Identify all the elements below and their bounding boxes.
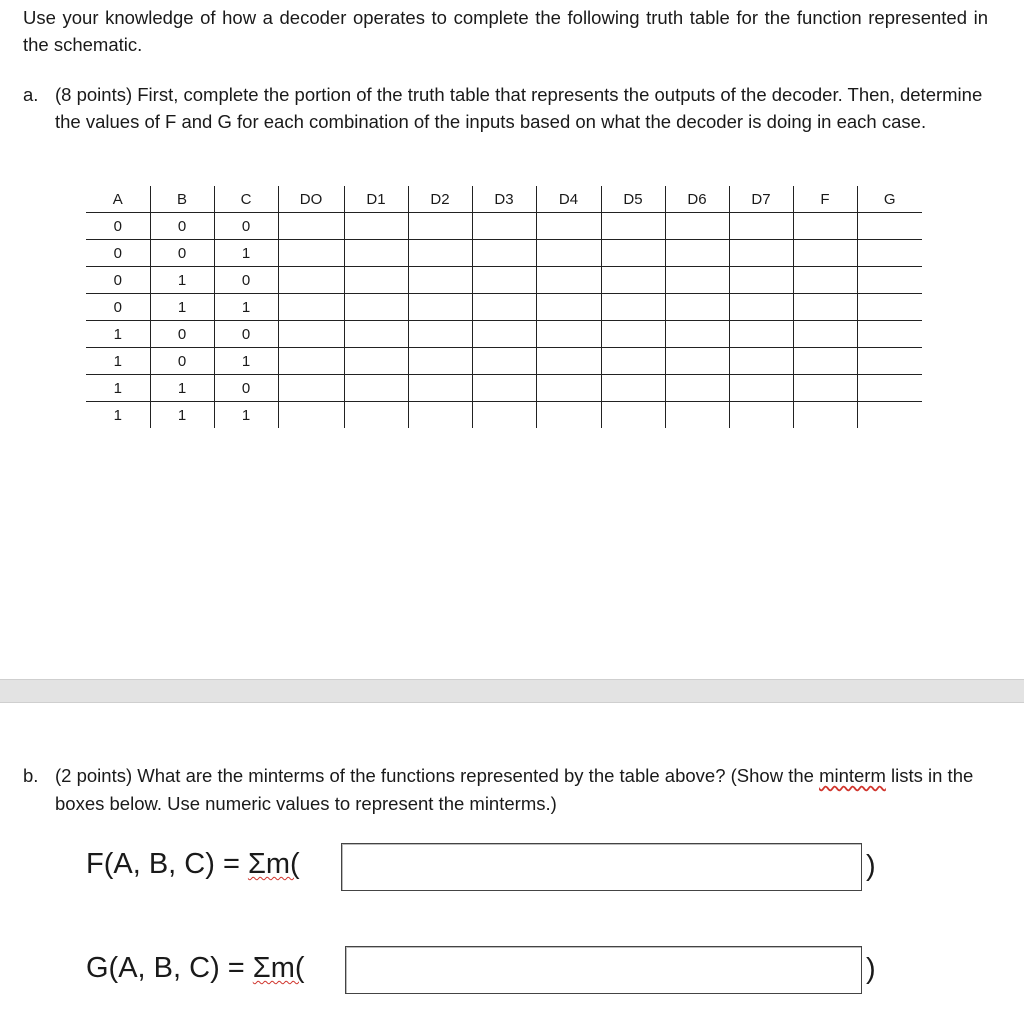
answer-cell-f[interactable] — [793, 294, 857, 321]
answer-cell-d4[interactable] — [536, 321, 601, 348]
answer-cell-f[interactable] — [793, 213, 857, 240]
answer-cell-g[interactable] — [857, 375, 922, 402]
answer-cell-g[interactable] — [857, 213, 922, 240]
input-cell-c: 1 — [214, 294, 278, 321]
answer-cell-d1[interactable] — [344, 348, 408, 375]
table-row — [86, 294, 922, 321]
answer-cell-d7[interactable] — [729, 240, 793, 267]
input-cell-a: 1 — [86, 321, 150, 348]
input-cell-c: 1 — [214, 348, 278, 375]
answer-cell-d2[interactable] — [408, 321, 472, 348]
answer-cell-d3[interactable] — [472, 402, 536, 429]
answer-cell-d3[interactable] — [472, 348, 536, 375]
column-header-g: G — [857, 186, 922, 213]
answer-cell-d5[interactable] — [601, 375, 665, 402]
answer-cell-do[interactable] — [278, 267, 344, 294]
answer-cell-d7[interactable] — [729, 267, 793, 294]
answer-cell-d3[interactable] — [472, 240, 536, 267]
question-b-text-end: lists in the boxes below. Use numeric values to represent the minterms.) — [55, 765, 974, 814]
truth-table-header-row — [86, 186, 922, 213]
answer-cell-g[interactable] — [857, 321, 922, 348]
f-equation-label — [86, 846, 300, 882]
column-header-f: F — [793, 186, 857, 213]
answer-cell-d2[interactable] — [408, 348, 472, 375]
answer-cell-d6[interactable] — [665, 402, 729, 429]
truth-table — [86, 186, 922, 428]
column-header-d4: D4 — [536, 186, 601, 213]
input-cell-a: 0 — [86, 294, 150, 321]
column-header-d7: D7 — [729, 186, 793, 213]
column-header-c: C — [214, 186, 278, 213]
answer-cell-f[interactable] — [793, 267, 857, 294]
answer-cell-d7[interactable] — [729, 213, 793, 240]
answer-cell-do[interactable] — [278, 294, 344, 321]
answer-cell-d7[interactable] — [729, 375, 793, 402]
answer-cell-d6[interactable] — [665, 348, 729, 375]
input-cell-a: 1 — [113, 406, 122, 424]
answer-cell-g[interactable] — [857, 348, 922, 375]
answer-cell-do[interactable] — [278, 213, 344, 240]
answer-cell-d1[interactable] — [344, 213, 408, 240]
answer-cell-d6[interactable] — [665, 213, 729, 240]
question-a-label: a. — [23, 84, 39, 105]
answer-cell-d5[interactable] — [601, 213, 665, 240]
g-minterm-input[interactable] — [345, 946, 862, 994]
answer-cell-d5[interactable] — [601, 294, 665, 321]
intro-text: Use your knowledge of how a decoder operates to complete the following truth table for the function represented in the schematic. — [23, 7, 988, 55]
answer-cell-d4[interactable] — [536, 375, 601, 402]
column-header-d5: D5 — [601, 186, 665, 213]
g-sigma-m: Σm( — [252, 952, 305, 984]
question-b-text-start: (2 points) What are the minterms of the functions represented by the table above? (Show the — [55, 765, 820, 786]
answer-cell-g[interactable] — [857, 240, 922, 267]
answer-cell-d5[interactable] — [601, 267, 665, 294]
f-function-prefix: F(A, B, C) = — [86, 848, 248, 880]
answer-cell-do[interactable] — [278, 402, 344, 429]
answer-cell-d1[interactable] — [344, 240, 408, 267]
answer-cell-f[interactable] — [793, 375, 857, 402]
column-header-a: A — [86, 186, 150, 213]
answer-cell-do[interactable] — [278, 240, 344, 267]
input-cell-a: 0 — [86, 240, 150, 267]
answer-cell-d1[interactable] — [344, 375, 408, 402]
input-cell-c: 0 — [214, 267, 278, 294]
truth-table-header — [86, 186, 922, 213]
answer-cell-d1[interactable] — [344, 321, 408, 348]
answer-cell-do[interactable] — [278, 348, 344, 375]
answer-cell-d3[interactable] — [472, 321, 536, 348]
answer-cell-g[interactable] — [857, 267, 922, 294]
truth-table-body — [86, 213, 922, 429]
input-cell-b: 1 — [150, 402, 214, 429]
question-a-text: (8 points) First, complete the portion of the truth table that represents the outputs of the decoder. Then, determine the values of F and G for each combination of the inputs based on what the decoder is doing in each case. — [55, 84, 983, 132]
table-row — [86, 267, 922, 294]
answer-cell-d2[interactable] — [408, 294, 472, 321]
answer-cell-d5[interactable] — [601, 240, 665, 267]
answer-cell-d7[interactable] — [729, 321, 793, 348]
answer-cell-d6[interactable] — [665, 240, 729, 267]
answer-cell-do[interactable] — [278, 321, 344, 348]
column-header-d1: D1 — [344, 186, 408, 213]
input-cell-a: 1 — [86, 348, 150, 375]
answer-cell-d4[interactable] — [536, 213, 601, 240]
page-divider — [0, 679, 1024, 703]
answer-cell-d6[interactable] — [665, 375, 729, 402]
g-close-paren: ) — [866, 953, 876, 985]
answer-cell-d4[interactable] — [536, 240, 601, 267]
table-row — [86, 213, 922, 240]
question-b-text — [55, 762, 1003, 818]
column-header-do: DO — [278, 186, 344, 213]
input-cell-b: 0 — [150, 240, 214, 267]
g-function-prefix: G(A, B, C) = — [86, 952, 253, 984]
answer-cell-d2[interactable] — [408, 267, 472, 294]
answer-cell-d4[interactable] — [536, 402, 601, 429]
answer-cell-d5[interactable] — [601, 402, 665, 429]
input-cell-a: 0 — [86, 267, 150, 294]
answer-cell-d5[interactable] — [601, 321, 665, 348]
question-b — [23, 762, 1003, 818]
table-row — [86, 375, 922, 402]
input-cell-b: 0 — [150, 213, 214, 240]
input-cell-a: 1 — [86, 375, 150, 402]
answer-cell-d3[interactable] — [472, 213, 536, 240]
answer-cell-g[interactable] — [857, 294, 922, 321]
table-row — [86, 348, 922, 375]
answer-cell-d4[interactable] — [536, 294, 601, 321]
column-header-b: B — [150, 186, 214, 213]
g-equation-label — [86, 950, 305, 986]
answer-cell-d4[interactable] — [536, 267, 601, 294]
answer-cell-g[interactable] — [857, 402, 922, 429]
f-close-paren: ) — [866, 850, 876, 882]
answer-cell-d6[interactable] — [665, 294, 729, 321]
answer-cell-d1[interactable] — [344, 267, 408, 294]
f-minterm-input[interactable] — [341, 843, 862, 891]
question-a — [23, 81, 988, 135]
answer-cell-f[interactable] — [793, 321, 857, 348]
table-row — [86, 240, 922, 267]
answer-cell-d2[interactable] — [408, 240, 472, 267]
column-header-d6: D6 — [665, 186, 729, 213]
question-b-label: b. — [23, 765, 39, 786]
answer-cell-d3[interactable] — [472, 375, 536, 402]
answer-cell-d2[interactable] — [408, 402, 472, 429]
answer-cell-f[interactable] — [793, 348, 857, 375]
input-cell-b: 1 — [150, 294, 214, 321]
answer-cell-f[interactable] — [793, 240, 857, 267]
column-header-d2: D2 — [408, 186, 472, 213]
answer-cell-d2[interactable] — [408, 375, 472, 402]
answer-cell-d7[interactable] — [729, 402, 793, 429]
table-row — [86, 402, 922, 429]
table-row — [86, 321, 922, 348]
answer-cell-d4[interactable] — [536, 348, 601, 375]
answer-cell-f[interactable] — [793, 402, 857, 429]
answer-cell-d3[interactable] — [472, 267, 536, 294]
input-cell-a: 0 — [86, 213, 150, 240]
answer-cell-d1[interactable] — [344, 402, 408, 429]
input-cell-c: 0 — [214, 321, 278, 348]
input-cell-b: 1 — [150, 267, 214, 294]
answer-cell-d6[interactable] — [665, 321, 729, 348]
answer-cell-d2[interactable] — [408, 213, 472, 240]
input-cell-b: 0 — [150, 348, 214, 375]
input-cell-c: 0 — [214, 375, 278, 402]
input-cell-c: 1 — [214, 240, 278, 267]
input-cell-b: 0 — [150, 321, 214, 348]
input-cell-b: 1 — [150, 375, 214, 402]
answer-cell-d6[interactable] — [665, 267, 729, 294]
answer-cell-do[interactable] — [278, 375, 344, 402]
f-sigma-m: Σm( — [247, 848, 300, 880]
answer-cell-d3[interactable] — [472, 294, 536, 321]
answer-cell-d1[interactable] — [344, 294, 408, 321]
spellcheck-word: minterm — [819, 765, 886, 786]
input-cell-c: 1 — [214, 402, 278, 429]
answer-cell-d5[interactable] — [601, 348, 665, 375]
column-header-d3: D3 — [472, 186, 536, 213]
answer-cell-d7[interactable] — [729, 294, 793, 321]
input-cell-c: 0 — [214, 213, 278, 240]
answer-cell-d7[interactable] — [729, 348, 793, 375]
